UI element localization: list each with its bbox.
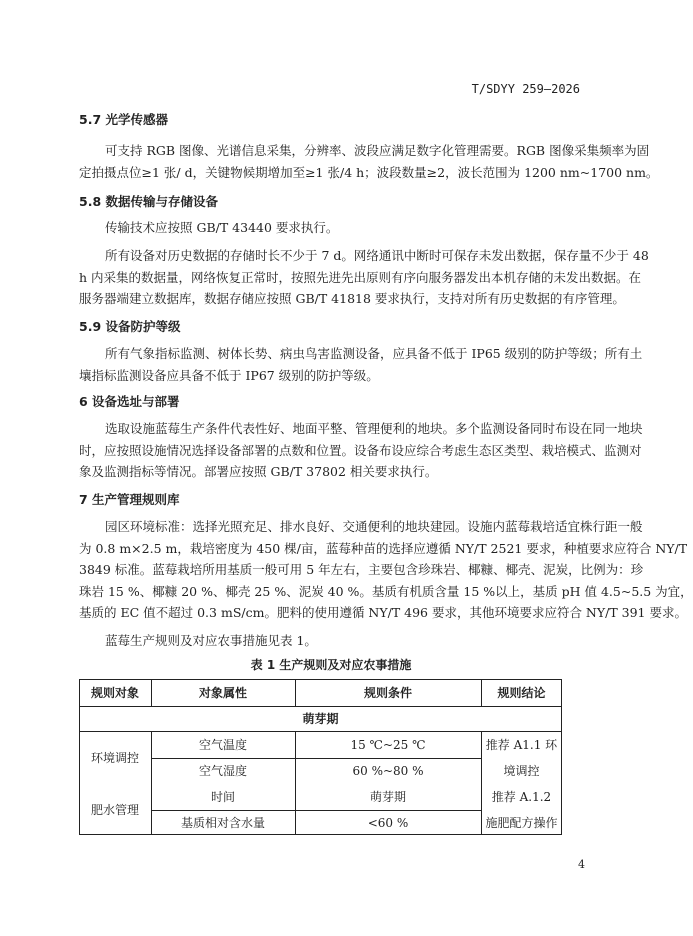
paragraph-line: 时，应按照设施情况选择设备部署的点数和位置。设备布设应综合考虑生态区类型、栽培模式、监测对 [79, 442, 642, 458]
object-cell: 肥水管理 [90, 802, 139, 817]
conclusion-cell: 推荐 A1.1 环境调控 [485, 737, 558, 778]
paragraph-line: 定拍摄点位≥1 张/ d，关键物候期增加至≥1 张/4 h；波段数量≥2，波长范围为 1200 nm~1700 nm。 [79, 164, 659, 180]
paragraph-line: h 内采集的数据量，网络恢复正常时，按照先进先出原则有序向服务器发出本机存储的未发出数据。在 [79, 269, 642, 285]
condition-cell: 60 %~80 % [352, 764, 424, 778]
conclusion-cell: 推荐 A.1.2 施肥配方操作 [485, 789, 558, 830]
paragraph-line: 可支持 RGB 图像、光谱信息采集，分辨率、波段应满足数字化管理需要。RGB 图像采集频率为固 [105, 143, 650, 158]
header-object-attribute: 对象属性 [198, 685, 247, 700]
table-caption: 表 1 生产规则及对应农事措施 [250, 658, 412, 672]
section-heading: 5.7 光学传感器 [79, 112, 168, 127]
paragraph-line: 所有气象指标监测、树体长势、病虫鸟害监测设备，应具备不低于 IP65 级别的防护等级；所有土 [105, 346, 643, 361]
paragraph-line: 所有设备对历史数据的存储时长不少于 7 d。网络通讯中断时可保存未发出数据，保存量不少于 48 [105, 248, 649, 263]
section-heading: 7 生产管理规则库 [79, 492, 180, 507]
attribute-cell: 基质相对含水量 [180, 815, 265, 830]
paragraph-line: 象及监测指标等情况。部署应按照 GB/T 37802 相关要求执行。 [79, 464, 438, 480]
paragraph-line: 园区环境标准：选择光照充足、排水良好、交通便利的地块建园。设施内蓝莓栽培适宜株行距一般 [105, 519, 643, 534]
header-rule-object: 规则对象 [90, 685, 139, 700]
paragraph-line: 壤指标监测设备应具备不低于 IP67 级别的防护等级。 [79, 367, 379, 383]
header-rule-conclusion: 规则结论 [497, 685, 546, 700]
paragraph-line: 传输技术应按照 GB/T 43440 要求执行。 [105, 220, 339, 235]
paragraph-line: 为 0.8 m×2.5 m，栽培密度为 450 棵/亩，蓝莓种苗的选择应遵循 NY/T 2521 要求，种植要求应符合 NY/T [79, 540, 688, 556]
object-cell: 环境调控 [90, 750, 139, 765]
paragraph-line: 珠岩 15 %、椰糠 20 %、椰壳 25 %、泥炭 40 %。基质有机质含量 15 %以上，基质 pH 值 4.5~5.5 为宜， [79, 583, 693, 599]
section-heading: 6 设备选址与部署 [79, 394, 180, 409]
paragraph-line: 服务器端建立数据库，数据存储应按照 GB/T 41818 要求执行，支持对所有历史数据的有序管理。 [79, 291, 625, 307]
standard-code: T/SDYY 259—2026 [471, 82, 580, 96]
attribute-cell: 时间 [210, 790, 235, 804]
header-rule-condition: 规则条件 [363, 685, 412, 700]
paragraph-line: 基质的 EC 值不超过 0.3 mS/cm。肥料的使用遵循 NY/T 496 要求，其他环境要求应符合 NY/T 391 要求。 [79, 605, 687, 621]
section-heading: 5.8 数据传输与存储设备 [79, 194, 218, 209]
section-heading: 5.9 设备防护等级 [79, 319, 181, 334]
page-number: 4 [578, 858, 585, 871]
paragraph-line: 选取设施蓝莓生产条件代表性好、地面平整、管理便利的地块。多个监测设备同时布设在同一地块 [105, 421, 643, 436]
attribute-cell: 空气湿度 [198, 764, 247, 778]
paragraph-line: 蓝莓生产规则及对应农事措施见表 1。 [105, 633, 317, 648]
condition-cell: 萌芽期 [369, 790, 406, 804]
attribute-cell: 空气温度 [198, 737, 247, 752]
paragraph-line: 3849 标准。蓝莓栽培所用基质一般可用 5 年左右，主要包含珍珠岩、椰糠、椰壳、泥炭，比例为：珍 [79, 562, 644, 578]
condition-cell: 15 ℃~25 ℃ [350, 737, 426, 752]
stage-row: 萌芽期 [302, 711, 339, 726]
condition-cell: <60 % [367, 815, 409, 830]
